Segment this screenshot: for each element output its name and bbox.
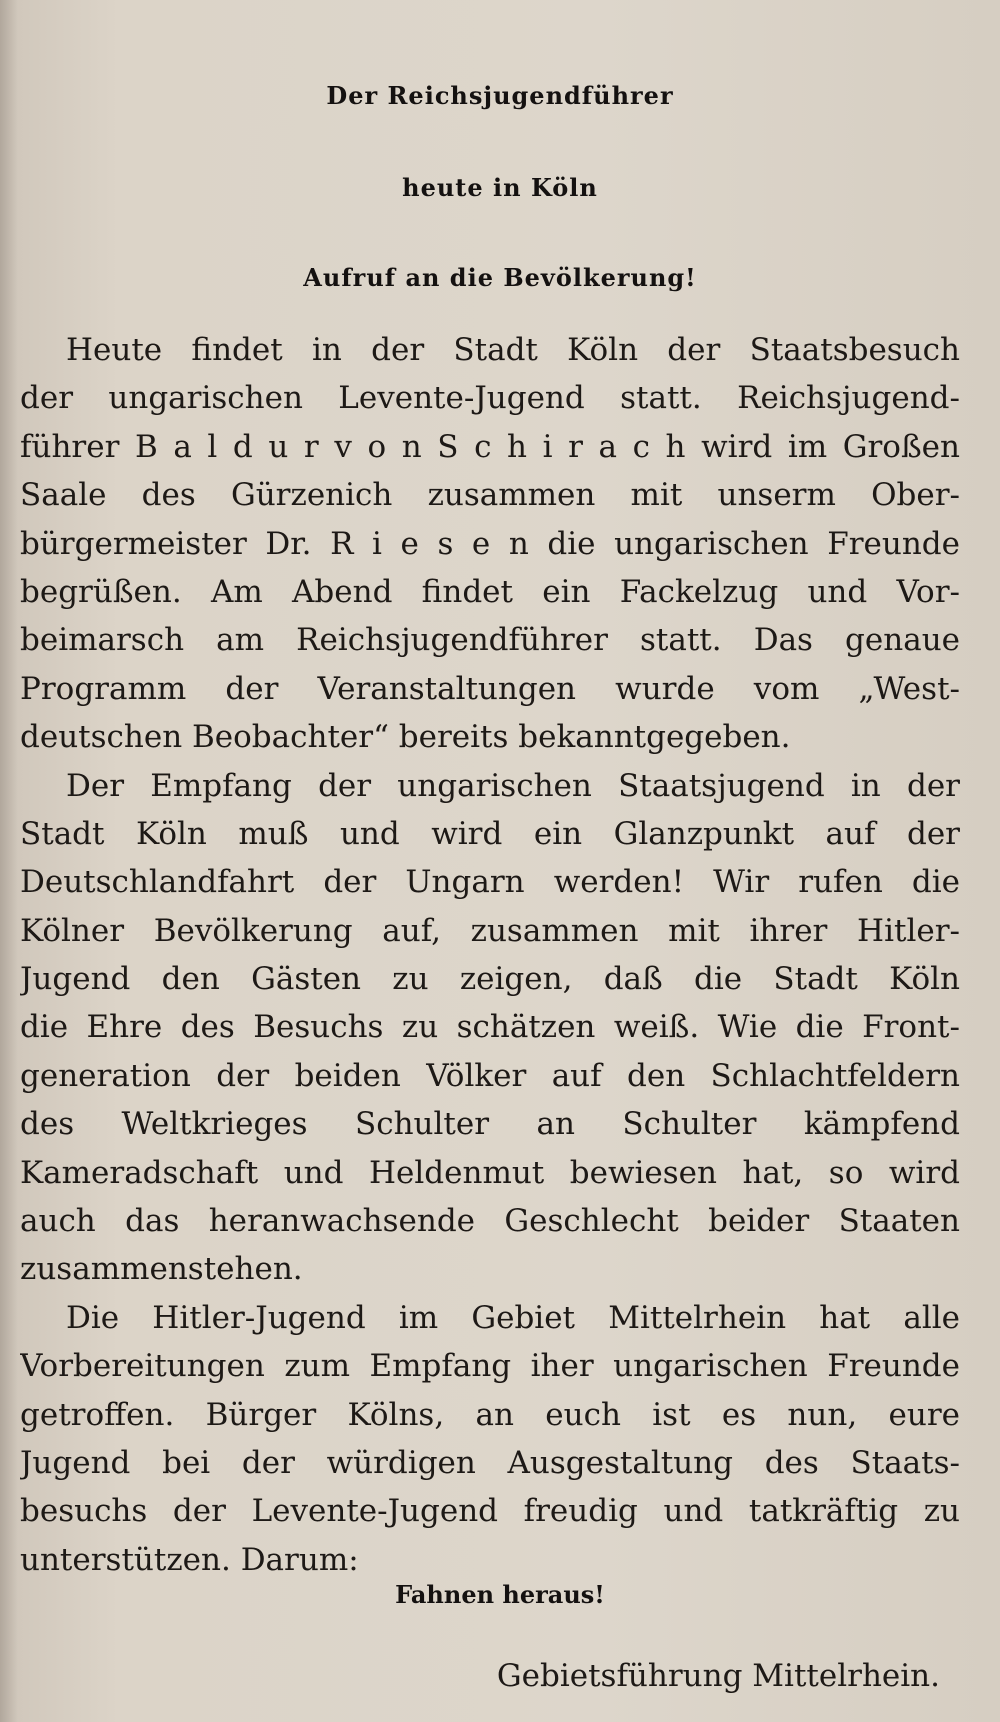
body-line: Jugend bei der würdigen Ausgestaltung des Staats- (20, 1444, 960, 1481)
body-line: Saale des Gürzenich zusammen mit unserm Ober- (20, 477, 960, 514)
body-line: bürgermeister Dr. R i e s e n die ungarischen Freunde (20, 525, 960, 562)
body-line: Die Hitler-Jugend im Gebiet Mittelrhein hat alle (66, 1299, 960, 1336)
body-line: beimarsch am Reichsjugendführer statt. Das genaue (20, 622, 960, 659)
body-line: die Ehre des Besuchs zu schätzen weiß. Wie die Front- (20, 1009, 960, 1046)
body-line: Vorbereitungen zum Empfang iher ungarischen Freunde (20, 1348, 960, 1385)
signature: Gebietsführung Mittelrhein. (496, 1658, 940, 1694)
headline-line-2: heute in Köln (402, 173, 598, 202)
body-line: Programm der Veranstaltungen wurde vom „West- (20, 670, 960, 707)
body-line: Kameradschaft und Heldenmut bewiesen hat, so wird (20, 1154, 960, 1191)
body-line: Heute findet in der Stadt Köln der Staatsbesuch (66, 332, 960, 368)
article-body (20, 326, 960, 1584)
body-line: führer B a l d u r v o n S c h i r a c h wird im Großen (20, 428, 960, 465)
body-line: Der Empfang der ungarischen Staatsjugend in der (66, 767, 960, 804)
body-line: deutschen Beobachter“ bereits bekanntgegeben. (20, 719, 791, 756)
body-line: Stadt Köln muß und wird ein Glanzpunkt auf der (20, 815, 960, 852)
body-line: besuchs der Levente-Jugend freudig und tatkräftig zu (20, 1493, 960, 1530)
headline-line-1: Der Reichsjugendführer (326, 81, 674, 110)
body-line: Jugend den Gästen zu zeigen, daß die Stadt Köln (20, 961, 960, 998)
body-line: Deutschlandfahrt der Ungarn werden! Wir rufen die (20, 864, 960, 901)
headline-subtitle: Aufruf an die Bevölkerung! (303, 263, 697, 292)
body-line: Kölner Bevölkerung auf, zusammen mit ihrer Hitler- (20, 912, 960, 949)
closing-slogan: Fahnen heraus! (395, 1580, 605, 1609)
body-line: getroffen. Bürger Kölns, an euch ist es nun, eure (20, 1396, 960, 1433)
body-line: begrüßen. Am Abend findet ein Fackelzug und Vor- (20, 573, 960, 610)
body-line: zusammenstehen. (20, 1251, 303, 1288)
body-line: unterstützen. Darum: (20, 1541, 359, 1578)
body-line: generation der beiden Völker auf den Schlachtfeldern (20, 1057, 960, 1094)
body-line: auch das heranwachsende Geschlecht beider Staaten (20, 1203, 960, 1240)
body-line: des Weltkrieges Schulter an Schulter kämpfend (20, 1106, 960, 1143)
body-line: der ungarischen Levente-Jugend statt. Reichsjugend- (20, 380, 960, 417)
